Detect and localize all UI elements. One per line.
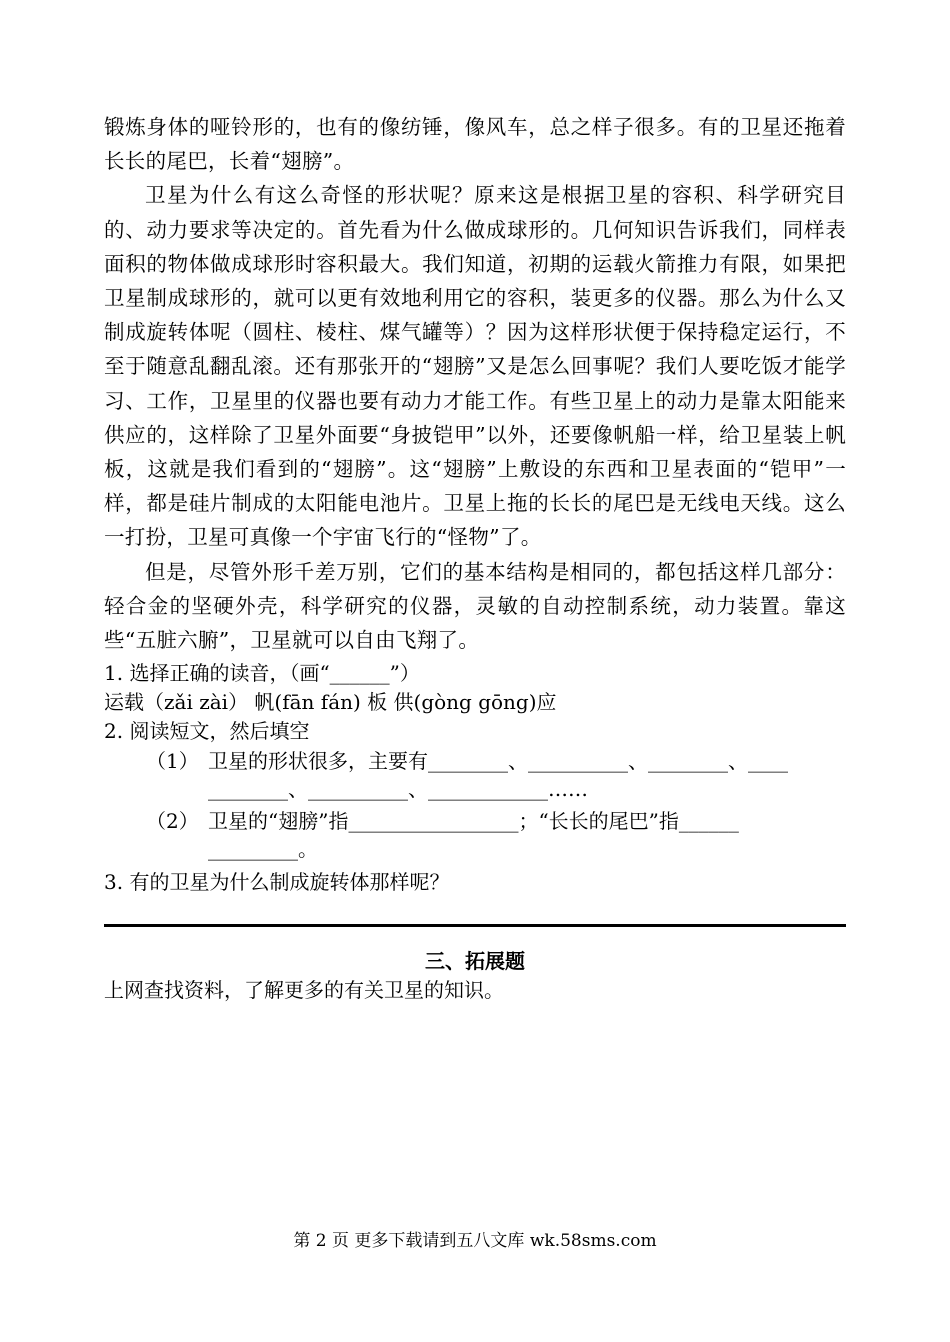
question-2-2-line-2: _________。 [208, 837, 318, 862]
passage-paragraph-3: 但是，尽管外形千差万别，它们的基本结构是相同的，都包括这样几部分：轻合金的坚硬外壳，科学研究的仪器，灵敏的自动控制系统，动力装置。靠这些“五脏六腑”，卫星就可以自由飞翔了。 [104, 559, 846, 653]
section-divider [104, 924, 846, 927]
question-1-options: 运载（zǎi zài） 帆(fān fán) 板 供(gòng gōng)应 [104, 690, 557, 715]
question-2-1-line-2: ________、__________、____________…… [208, 777, 588, 802]
question-2-2 [104, 808, 846, 835]
section-3-title: 三、拓展题 [425, 949, 525, 974]
question-3: 3. 有的卫星为什么制成旋转体那样呢？ [104, 870, 450, 895]
question-2: 2. 阅读短文，然后填空 [104, 719, 310, 744]
question-2-1-line-1: 卫星的形状很多，主要有________、__________、________、____ [208, 749, 788, 774]
question-2-2-line-1: 卫星的“翅膀”指_________________；“长长的尾巴”指______ [208, 809, 739, 834]
question-2-1-number: （1） [146, 749, 199, 774]
document-page [104, 110, 846, 1005]
question-2-2-number: （2） [146, 809, 199, 834]
questions-section [104, 659, 846, 897]
section-3-body: 上网查找资料，了解更多的有关卫星的知识。 [104, 978, 504, 1003]
page-footer: 第 2 页 更多下载请到五八文库 wk.58sms.com [293, 1231, 657, 1251]
question-2-1 [104, 748, 846, 775]
passage-paragraph-1: 锻炼身体的哑铃形的，也有的像纺锤，像风车，总之样子很多。有的卫星还拖着长长的尾巴，长着“翅膀”。 [104, 115, 846, 174]
question-1: 1. 选择正确的读音，（画“______”） [104, 661, 420, 686]
passage-paragraph-2: 卫星为什么有这么奇怪的形状呢？原来这是根据卫星的容积、科学研究目的、动力要求等决定的。首先看为什么做成球形的。几何知识告诉我们，同样表面积的物体做成球形时容积最大。我们知道，初期的运载火箭推力有限，如果把卫星制成球形的，就可以更有效地利用它的容积，装更多的仪器。那么为什么又制成旋转体呢（圆柱、棱柱、煤气罐等）？因为这样形状便于保持稳定运行，不至于随意乱翻乱滚。还有那张开的“翅膀”又是怎么回事呢？我们人要吃饭才能学习、工作，卫星里的仪器也要有动力才能工作。有些卫星上的动力是靠太阳能来供应的，这样除了卫星外面要“身披铠甲”以外，还要像帆船一样，给卫星装上帆板，这就是我们看到的“翅膀”。这“翅膀”上敷设的东西和卫星表面的“铠甲”一样，都是硅片制成的太阳能电池片。卫星上拖的长长的尾巴是无线电天线。这么一打扮，卫星可真像一个宇宙飞行的“怪物”了。 [104, 183, 846, 550]
